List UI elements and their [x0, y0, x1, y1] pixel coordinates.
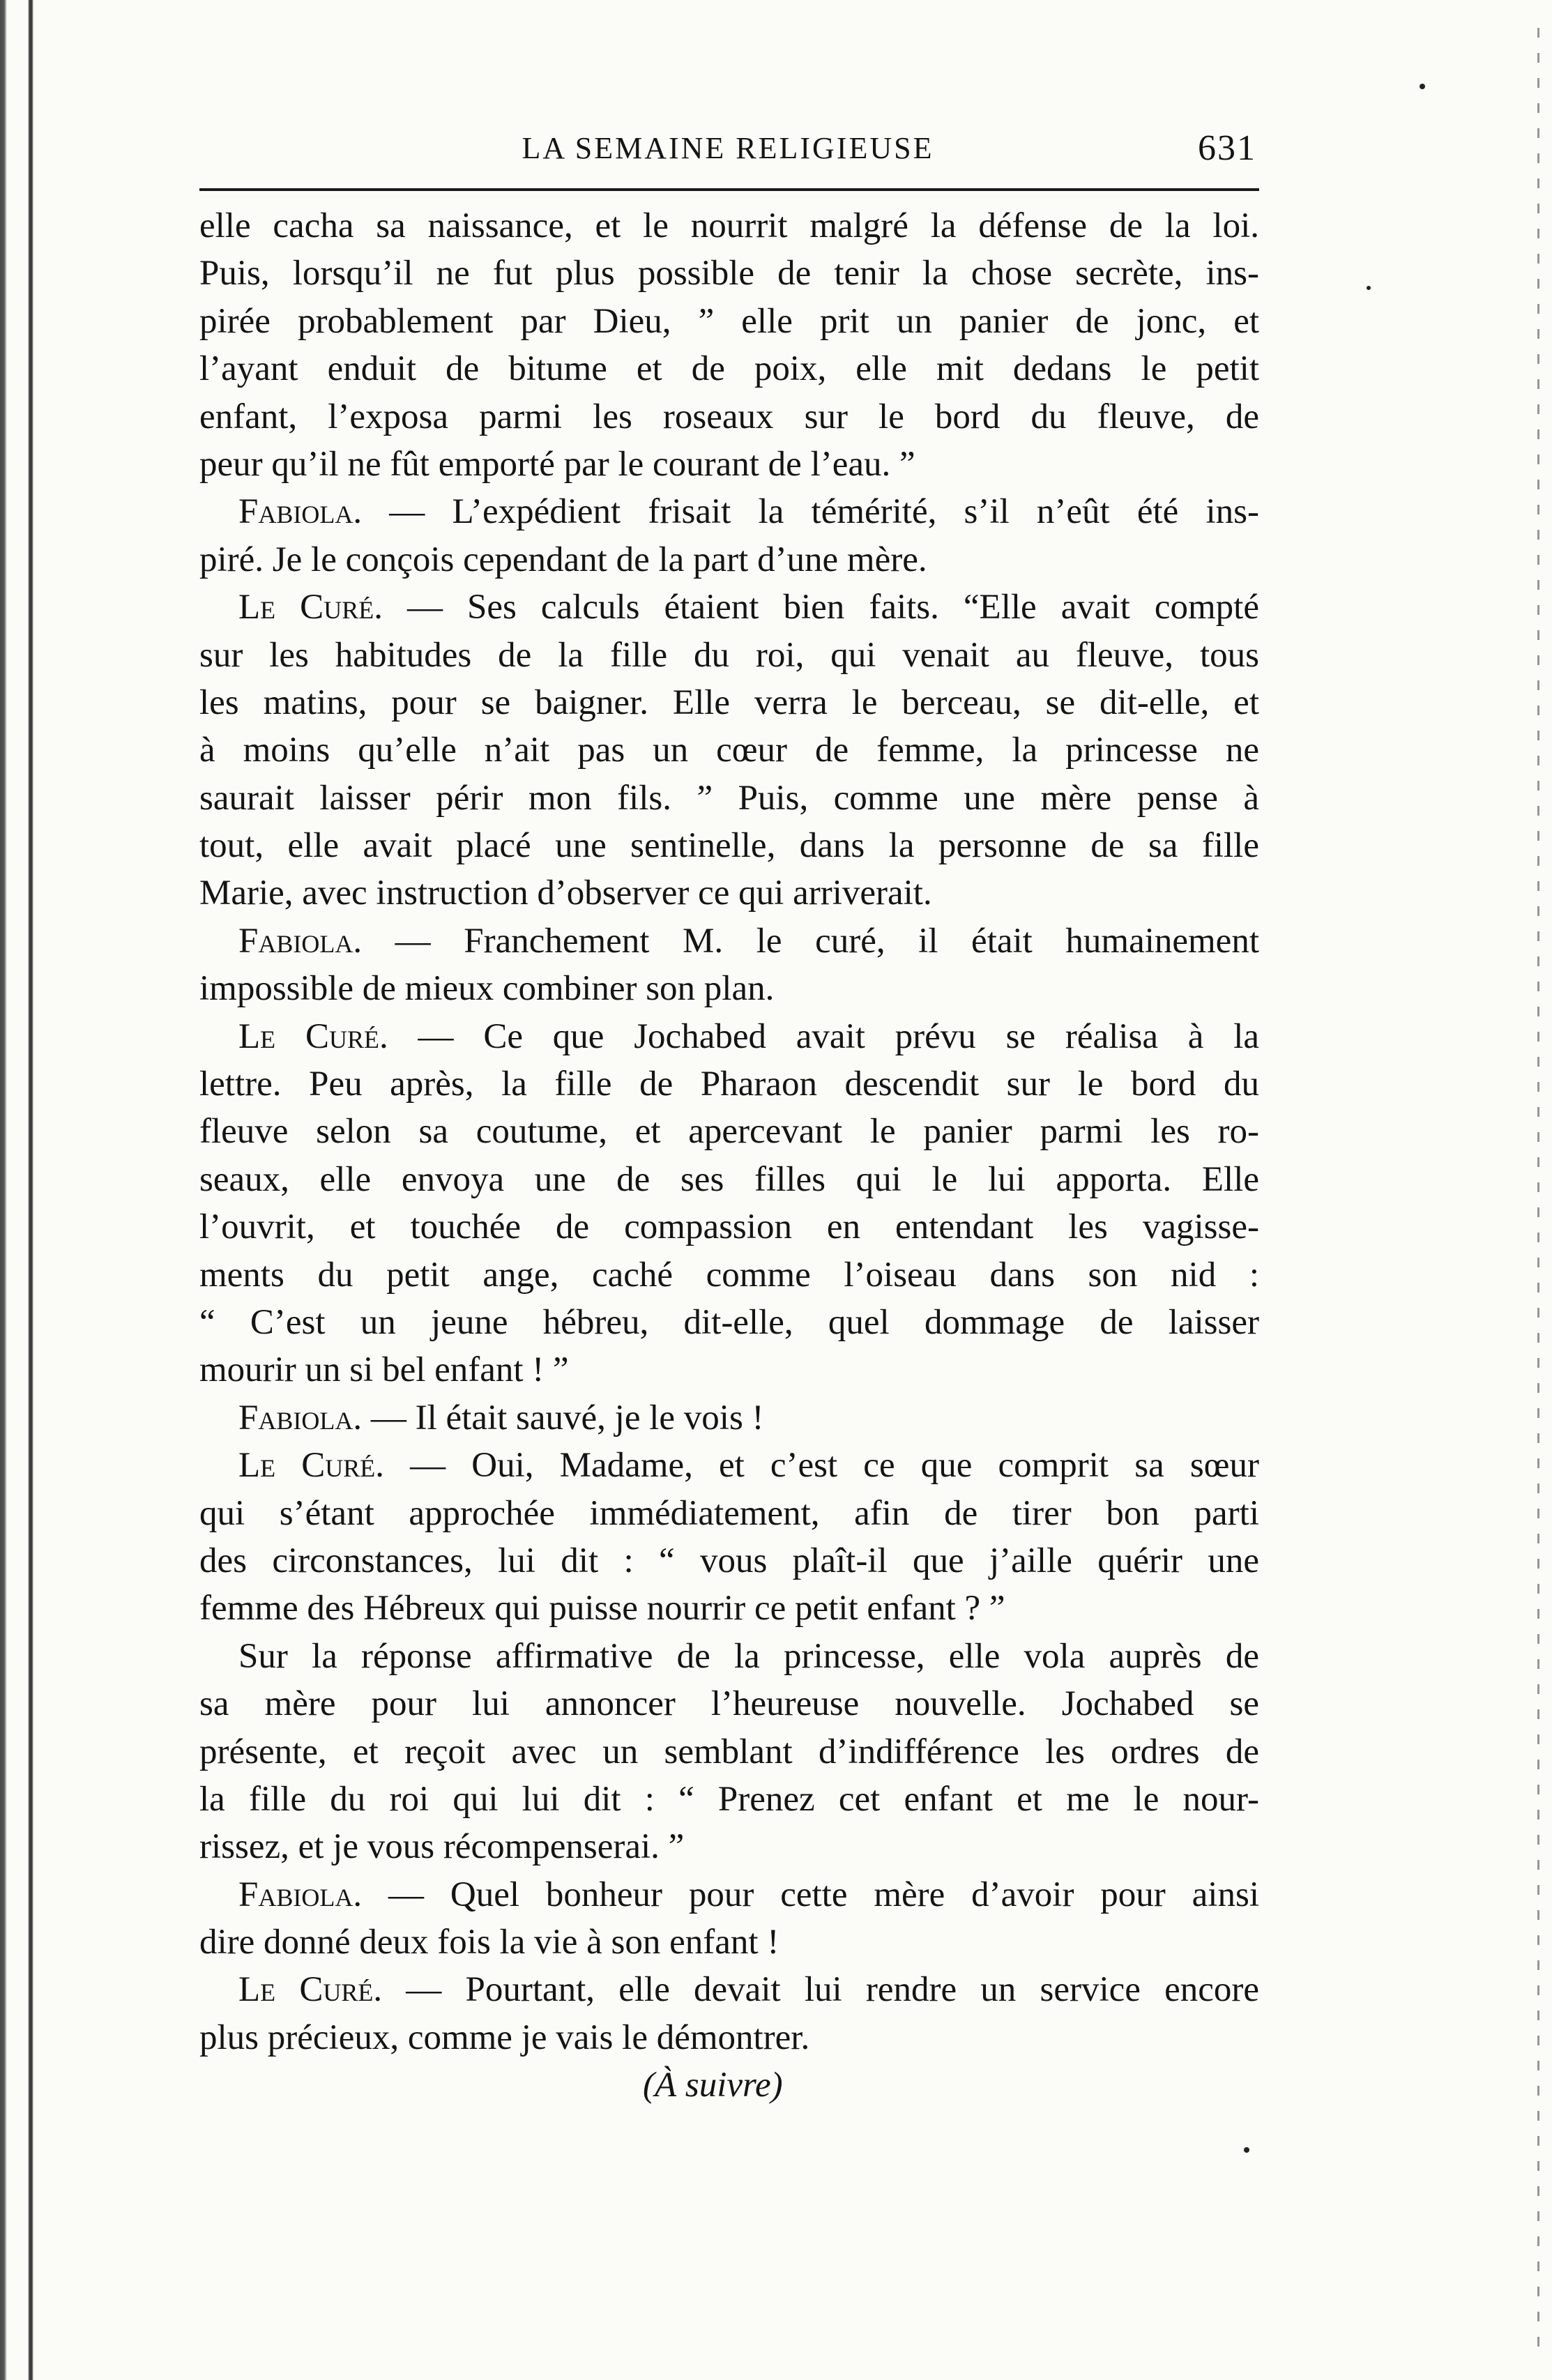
- dialogue-line: [199, 1013, 1259, 1060]
- text-line: [199, 1537, 1259, 1585]
- running-title: LA SEMAINE RELIGIEUSE: [522, 131, 934, 165]
- header-rule: [199, 188, 1259, 191]
- line-text: à moins qu’elle n’ait pas un cœur de femme, la princesse ne: [199, 731, 1259, 770]
- line-text: saurait laisser périr mon fils. ” Puis, comme une mère pense à: [199, 778, 1259, 818]
- line-text: — Franchement M. le curé, il était humainement: [362, 921, 1259, 961]
- text-line: [199, 1346, 1259, 1394]
- line-text: impossible de mieux combiner son plan.: [199, 969, 775, 1009]
- line-text: des circonstances, lui dit : “ vous plaît-il que j’aille quérir une: [199, 1541, 1259, 1580]
- text-line: [199, 1251, 1259, 1299]
- text-line: [199, 1299, 1259, 1346]
- line-text: ments du petit ange, caché comme l’oiseau dans son nid :: [199, 1255, 1259, 1295]
- dialogue-line: [199, 583, 1259, 631]
- line-text: — Pourtant, elle devait lui rendre un service encore: [382, 1970, 1259, 2010]
- text-line: [199, 1156, 1259, 1203]
- speaker-name: Le Curé.: [238, 1970, 383, 2010]
- text-line: [199, 202, 1259, 250]
- line-text: pirée probablement par Dieu, ” elle prit un panier de jonc, et: [199, 301, 1259, 341]
- text-line: [199, 1490, 1259, 1537]
- page-number: 631: [1198, 128, 1256, 168]
- line-text: — Quel bonheur pour cette mère d’avoir pour ainsi: [362, 1875, 1259, 1914]
- text-line: [199, 1823, 1259, 1870]
- line-text: les matins, pour se baigner. Elle verra le berceau, se dit-elle, et: [199, 682, 1259, 722]
- text-line: [199, 441, 1259, 488]
- speaker-name: Fabiola.: [238, 921, 363, 961]
- speaker-name: Le Curé.: [238, 1016, 388, 1056]
- speaker-name: Fabiola.: [238, 492, 363, 532]
- line-text: lettre. Peu après, la fille de Pharaon descendit sur le bord du: [199, 1065, 1259, 1104]
- line-text: — Ses calculs étaient bien faits. “Elle avait compté: [382, 588, 1259, 627]
- text-line: [199, 2014, 1259, 2061]
- scan-speck: [1244, 2147, 1249, 2153]
- line-text: fleuve selon sa coutume, et apercevant le panier parmi les ro-: [199, 1112, 1259, 1152]
- text-line: [199, 345, 1259, 392]
- text-line: [199, 632, 1259, 679]
- text-line: [199, 1776, 1259, 1823]
- line-text: — L’expédient frisait la témérité, s’il n’eût été ins-: [362, 492, 1259, 532]
- line-text: Sur la réponse affirmative de la princesse, elle vola auprès de: [238, 1636, 1259, 1676]
- dialogue-line: [199, 1442, 1259, 1489]
- line-text: mourir un si bel enfant ! ”: [199, 1350, 569, 1390]
- line-text: dire donné deux fois la vie à son enfant !: [199, 1923, 779, 1962]
- line-text: enfant, l’exposa parmi les roseaux sur le bord du fleuve, de: [199, 397, 1259, 436]
- line-text: piré. Je le conçois cependant de la part d’une mère.: [199, 540, 927, 579]
- text-line: [199, 1203, 1259, 1251]
- text-line: [199, 775, 1259, 822]
- text-line: [199, 1108, 1259, 1155]
- scan-edge-right: [1537, 28, 1539, 2356]
- text-line: [199, 1680, 1259, 1727]
- text-line: [199, 822, 1259, 869]
- line-text: sa mère pour lui annoncer l’heureuse nouvelle. Jochabed se: [199, 1684, 1259, 1724]
- line-text: — Il était sauvé, je le vois !: [362, 1398, 764, 1437]
- dialogue-line: [199, 488, 1259, 535]
- running-head: [199, 124, 1256, 173]
- speaker-name: Le Curé.: [238, 588, 383, 627]
- line-text: peur qu’il ne fût emporté par le courant de l’eau. ”: [199, 444, 915, 484]
- text-line: [199, 536, 1259, 583]
- dialogue-line: [199, 917, 1259, 965]
- dialogue-line: [199, 1394, 1259, 1442]
- scan-binding-left: [0, 0, 54, 2380]
- text-line: [199, 679, 1259, 726]
- scan-speck: [1367, 286, 1371, 290]
- text-line: [199, 1919, 1259, 1966]
- line-text: femme des Hébreux qui puisse nourrir ce petit enfant ? ”: [199, 1589, 1005, 1628]
- to-be-continued: (À suivre): [643, 2066, 783, 2105]
- text-line: [199, 1633, 1259, 1680]
- line-text: l’ayant enduit de bitume et de poix, elle mit dedans le petit: [199, 349, 1259, 389]
- text-line: [199, 1060, 1259, 1108]
- line-text: la fille du roi qui lui dit : “ Prenez cet enfant et me le nour-: [199, 1779, 1259, 1819]
- page-text: [199, 202, 1259, 2110]
- text-line: [199, 250, 1259, 297]
- scan-speck: [1420, 84, 1425, 89]
- line-text: “ C’est un jeune hébreu, dit-elle, quel dommage de laisser: [199, 1302, 1259, 1342]
- line-text: plus précieux, comme je vais le démontrer.: [199, 2017, 810, 2057]
- text-line: [199, 393, 1259, 441]
- dialogue-line: [199, 1966, 1259, 2013]
- line-text: Marie, avec instruction d’observer ce qui arriverait.: [199, 874, 932, 913]
- line-text: Puis, lorsqu’il ne fut plus possible de tenir la chose secrète, ins-: [199, 254, 1259, 293]
- line-text: elle cacha sa naissance, et le nourrit malgré la défense de la loi.: [199, 206, 1259, 245]
- speaker-name: Fabiola.: [238, 1398, 363, 1437]
- line-text: l’ouvrit, et touchée de compassion en entendant les vagisse-: [199, 1207, 1259, 1247]
- speaker-name: Le Curé.: [238, 1446, 385, 1486]
- text-line: [199, 965, 1259, 1012]
- line-text: qui s’étant approchée immédiatement, afin de tirer bon parti: [199, 1493, 1259, 1533]
- text-line: [199, 869, 1259, 917]
- line-text: seaux, elle envoya une de ses filles qui le lui apporta. Elle: [199, 1159, 1259, 1199]
- dialogue-line: [199, 1871, 1259, 1919]
- text-line: [199, 1585, 1259, 1632]
- text-line: [199, 298, 1259, 345]
- line-text: tout, elle avait placé une sentinelle, dans la personne de sa fille: [199, 826, 1259, 866]
- line-text: — Oui, Madame, et c’est ce que comprit sa sœur: [384, 1446, 1259, 1486]
- line-text: sur les habitudes de la fille du roi, qui venait au fleuve, tous: [199, 635, 1259, 675]
- line-text: présente, et reçoit avec un semblant d’indifférence les ordres de: [199, 1732, 1259, 1771]
- text-line: [199, 726, 1259, 774]
- line-text: rissez, et je vous récompenserai. ”: [199, 1827, 685, 1867]
- line-text: — Ce que Jochabed avait prévu se réalisa à la: [388, 1016, 1259, 1056]
- text-line: [199, 1728, 1259, 1776]
- speaker-name: Fabiola.: [238, 1875, 363, 1914]
